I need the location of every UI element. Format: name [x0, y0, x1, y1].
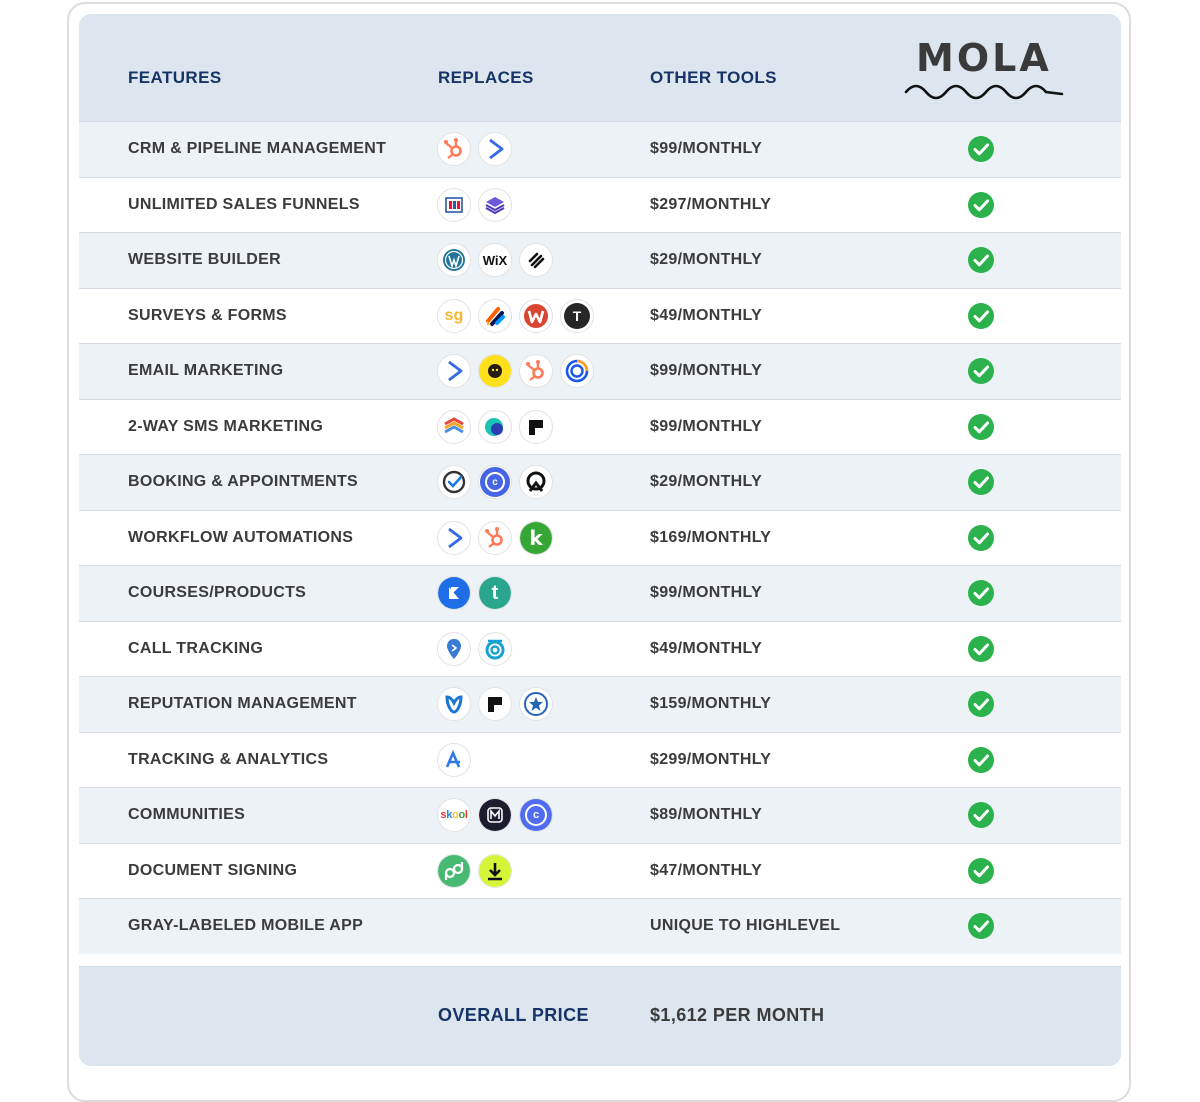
feature-name: EMAIL MARKETING: [128, 362, 284, 380]
table-row: [79, 343, 1121, 399]
check-icon: [967, 622, 995, 677]
other-tools-price: $99/MONTHLY: [650, 417, 763, 435]
other-tools-price: UNIQUE TO HIGHLEVEL: [650, 917, 841, 935]
table-row: [79, 787, 1121, 843]
stacked-bars-icon: [437, 410, 471, 444]
table-row: [79, 288, 1121, 344]
feature-name: BOOKING & APPOINTMENTS: [128, 473, 359, 491]
check-icon: [967, 733, 995, 788]
table-row: [79, 621, 1121, 677]
check-icon: [967, 122, 995, 177]
table-row: [79, 732, 1121, 788]
check-icon: [967, 233, 995, 288]
replaced-tools: [437, 733, 471, 788]
table-row: [79, 510, 1121, 566]
replaced-tools: [437, 622, 512, 677]
podium-icon: [478, 687, 512, 721]
feature-name: DOCUMENT SIGNING: [128, 861, 298, 879]
other-tools-price: $99/MONTHLY: [650, 362, 763, 380]
other-tools-price: $49/MONTHLY: [650, 306, 763, 324]
other-tools-price: $99/MONTHLY: [650, 584, 763, 602]
other-tools-price: $297/MONTHLY: [650, 195, 772, 213]
replaced-tools: [437, 344, 594, 399]
wordpress-icon: [437, 243, 471, 277]
check-icon: [967, 289, 995, 344]
activecampaign-icon: [478, 132, 512, 166]
table-body: [79, 121, 1121, 954]
feature-name: GRAY-LABELED MOBILE APP: [128, 917, 364, 935]
check-icon: [967, 178, 995, 233]
replaced-tools: [437, 455, 553, 510]
replaced-tools: [437, 844, 512, 899]
other-tools-price: $29/MONTHLY: [650, 251, 763, 269]
check-icon: [967, 400, 995, 455]
table-row: [79, 121, 1121, 177]
feature-name: TRACKING & ANALYTICS: [128, 750, 329, 768]
feature-name: WEBSITE BUILDER: [128, 251, 281, 269]
jotform-icon: [478, 299, 512, 333]
other-tools-price: $47/MONTHLY: [650, 861, 763, 879]
skool-icon: skool: [437, 798, 471, 832]
layers-icon: [478, 188, 512, 222]
feature-name: REPUTATION MANAGEMENT: [128, 695, 357, 713]
feature-name: UNLIMITED SALES FUNNELS: [128, 195, 360, 213]
ring-icon: [478, 632, 512, 666]
check-icon: [967, 788, 995, 843]
table-row: [79, 898, 1121, 954]
birdeye-icon: [437, 687, 471, 721]
calendly-icon: c: [478, 465, 512, 499]
table-footer: [79, 966, 1121, 1066]
hubspot-icon: [478, 521, 512, 555]
feature-name: COMMUNITIES: [128, 806, 246, 824]
other-tools-price: $99/MONTHLY: [650, 140, 763, 158]
mailchimp-icon: [478, 354, 512, 388]
clickfunnels-icon: [437, 188, 471, 222]
replaced-tools: [437, 233, 553, 288]
typeform-icon: T: [560, 299, 594, 333]
replaced-tools: [437, 511, 553, 566]
wufoo-icon: [519, 299, 553, 333]
squarespace-icon: [519, 243, 553, 277]
replaced-tools: [437, 400, 553, 455]
table-row: [79, 399, 1121, 455]
acuity-icon: [519, 465, 553, 499]
other-tools-price: $89/MONTHLY: [650, 806, 763, 824]
kajabi-icon: [437, 576, 471, 610]
brand-logo-text: MOLA: [916, 36, 1052, 80]
table-row: [79, 676, 1121, 732]
star-badge-icon: [519, 687, 553, 721]
check-icon: [967, 844, 995, 899]
mighty-icon: [478, 798, 512, 832]
circle-icon: c: [519, 798, 553, 832]
feature-name: CALL TRACKING: [128, 639, 264, 657]
hubspot-icon: [437, 132, 471, 166]
other-tools-price: $169/MONTHLY: [650, 528, 772, 546]
analytics-icon: [437, 743, 471, 777]
table-row: [79, 843, 1121, 899]
check-icon: [967, 455, 995, 510]
hubspot-icon: [519, 354, 553, 388]
header-replaces: REPLACES: [438, 68, 534, 87]
podium-icon: [519, 410, 553, 444]
wave-icon: [904, 82, 1064, 102]
other-tools-price: $49/MONTHLY: [650, 639, 763, 657]
brand-logo: [904, 36, 1069, 106]
check-icon: [967, 511, 995, 566]
wix-icon: WiX: [478, 243, 512, 277]
feature-name: WORKFLOW AUTOMATIONS: [128, 528, 354, 546]
check-icon: [967, 566, 995, 621]
feature-name: COURSES/PRODUCTS: [128, 584, 307, 602]
other-tools-price: $29/MONTHLY: [650, 473, 763, 491]
other-tools-price: $299/MONTHLY: [650, 750, 772, 768]
table-row: [79, 454, 1121, 510]
overall-price-value: $1,612 PER MONTH: [650, 1005, 825, 1025]
table-row: [79, 565, 1121, 621]
activecampaign-icon: [437, 521, 471, 555]
other-tools-price: $159/MONTHLY: [650, 695, 772, 713]
replaced-tools: [437, 122, 512, 177]
header-other-tools: OTHER TOOLS: [650, 68, 777, 87]
replaced-tools: [437, 788, 553, 843]
table-header: [79, 14, 1121, 122]
callrail-icon: [437, 632, 471, 666]
pandadoc-icon: [437, 854, 471, 888]
feature-name: SURVEYS & FORMS: [128, 306, 287, 324]
check-icon: [967, 899, 995, 954]
feature-name: CRM & PIPELINE MANAGEMENT: [128, 140, 387, 158]
replaced-tools: [437, 677, 553, 732]
activecampaign-icon: [437, 354, 471, 388]
table-row: [79, 177, 1121, 233]
replaced-tools: [437, 289, 594, 344]
teachable-icon: t: [478, 576, 512, 610]
overall-price-label: OVERALL PRICE: [438, 1005, 589, 1025]
check-icon: [967, 677, 995, 732]
constantcontact-icon: [560, 354, 594, 388]
download-icon: [478, 854, 512, 888]
check-icon: [967, 344, 995, 399]
bubble-icon: [478, 410, 512, 444]
replaced-tools: [437, 566, 512, 621]
keap-icon: k: [519, 521, 553, 555]
comparison-table: [79, 14, 1121, 1066]
replaced-tools: [437, 178, 512, 233]
surveygizmo-icon: sg: [437, 299, 471, 333]
table-row: [79, 232, 1121, 288]
check-clock-icon: [437, 465, 471, 499]
header-features: FEATURES: [128, 68, 222, 87]
feature-name: 2-WAY SMS MARKETING: [128, 417, 324, 435]
